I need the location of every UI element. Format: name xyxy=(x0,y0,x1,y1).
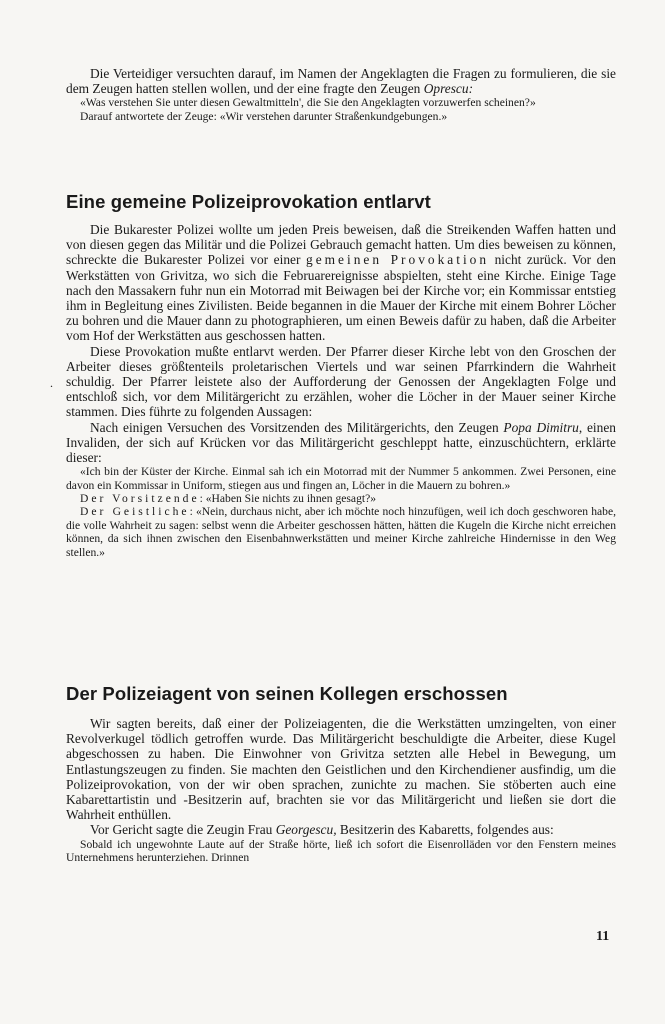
quote-paragraph xyxy=(66,505,616,559)
text-run: Die Verteidiger versuchten darauf, im Namen der Angeklagten die Fragen zu formulieren, die sie dem Zeugen hatten stellen wollen, und der eine fragte den Zeugen xyxy=(66,66,616,97)
text-run: nicht zurück. Vor den Werkstätten von Grivitza, wo sich die Februarereignisse abspielten, steht eine Kirche. Einige Tage nach den Massakern fuhr nun ein Motorrad mit Beiwagen bei der Kirche vor; ein Kommissar entstieg ihm in Begleitung eines Zivilisten. Beide begannen in die Mauer der Kirche mit einem Bohrer Löcher zu bohren und die Mauer dann zu photographieren, um einen Beweis dafür zu haben, daß die Arbeiter vom Hof der Werkstätten aus geschossen hatten. xyxy=(66,252,616,344)
body-paragraph xyxy=(66,222,616,344)
text-block-middle xyxy=(66,222,616,559)
text-run: , einen Invaliden, der sich auf Krücken vor das Militärgericht geschleppt hatte, einzuschüchtern, erklärte dieser: xyxy=(66,419,616,466)
spaced-emphasis: Der Vorsitzende xyxy=(80,492,200,506)
text-block-top xyxy=(66,66,616,123)
body-paragraph xyxy=(66,420,616,466)
text-block-bottom xyxy=(66,716,616,864)
text-run: Sobald ich ungewohnte Laute auf der Straße hörte, ließ ich sofort die Eisenrolläden vor den Fenstern meines Unternehmens herunterziehen. Drinnen xyxy=(66,837,616,865)
section-heading-polizeiprovokation: Eine gemeine Polizeiprovokation entlarvt xyxy=(66,191,431,212)
quote-paragraph xyxy=(66,838,616,865)
text-run: Diese Provokation mußte entlarvt werden. Der Pfarrer dieser Kirche lebt von den Groschen der Arbeiter dieses größtenteils proletarischen Viertels und war seinen Pfarrkindern die Wahrheit schuldig. Der Pfarrer leistete also der Aufforderung der Genossen der Angeklagten Folge und entschloß sich, vor dem Militärgericht zu erzählen, woher die Löcher in der Mauer seiner Kirche stammen. Dies führte zu folgenden Aussagen: xyxy=(66,343,616,420)
text-run: Darauf antwortete der Zeuge: «Wir verstehen darunter Straßenkundgebungen.» xyxy=(80,109,448,123)
text-run: «Ich bin der Küster der Kirche. Einmal sah ich ein Motorrad mit der Nummer 5 ankommen. Zwei Personen, eine davon ein Kommissar in Uniform, stiegen aus und fingen an, Löcher in die Mauern zu bohren.» xyxy=(66,465,616,492)
quote-paragraph xyxy=(66,492,616,505)
italic-name: Oprescu: xyxy=(423,81,474,97)
quote-paragraph xyxy=(66,110,616,123)
italic-name: Popa Dimitru xyxy=(503,419,579,435)
quote-paragraph xyxy=(66,465,616,492)
text-run: Vor Gericht sagte die Zeugin Frau xyxy=(90,822,276,838)
body-paragraph xyxy=(66,716,616,822)
margin-mark: . xyxy=(50,376,53,390)
paragraphs-middle xyxy=(66,222,616,559)
body-paragraph xyxy=(66,66,616,96)
spaced-emphasis: Der Geistliche xyxy=(80,505,190,519)
italic-name: Georgescu, xyxy=(275,822,337,838)
text-run: Nach einigen Versuchen des Vorsitzenden des Militärgerichts, den Zeugen xyxy=(90,419,504,435)
paragraphs-bottom xyxy=(66,716,616,864)
text-run: : «Haben Sie nichts zu ihnen gesagt?» xyxy=(199,492,377,506)
paragraphs-top xyxy=(66,66,616,123)
body-paragraph xyxy=(66,822,616,837)
quote-paragraph xyxy=(66,96,616,109)
text-run: Die Bukarester Polizei wollte um jeden Preis beweisen, daß die Streikenden Waffen hatten und von diesen gegen das Militär und die Polizei Gebrauch gemacht hatten. Um dies beweisen zu können, schreckte die Bukarester Polizei vor einer xyxy=(66,222,616,268)
text-run: «Was verstehen Sie unter diesen Gewaltmitteln', die Sie den Angeklagten vorzuwerfen scheinen?» xyxy=(80,96,536,110)
spaced-emphasis: gemeinen Provokation xyxy=(306,252,490,268)
text-run: : «Nein, durchaus nicht, aber ich möchte noch hinzufügen, weil ich doch geschworen habe, die volle Wahrheit zu sagen: selbst wenn die Arbeiter geschossen hätten, hätten die Kugeln die Kirche nicht erreichen können, da sich ihnen zwischen den Eisenbahnwerkstätten und meiner Kirche zahlreiche Hindernisse in den Weg stellen.» xyxy=(66,505,617,559)
body-paragraph xyxy=(66,344,616,420)
text-run: Wir sagten bereits, daß einer der Polizeiagenten, die die Werkstätten umzingelten, von einer Revolverkugel tödlich getroffen wurde. Das Militärgericht beschuldigte die Arbeiter, diese Kugel abgeschossen zu haben. Die Einwohner von Grivitza setzten alle Hebel in Bewegung, um Entlastungszeugen zu finden. Sie machten den Geistlichen und den Kirchendiener ausfindig, um die Polizeiprovokation, von der wir oben sprachen, zunichte zu machen. Sie stöberten auch eine Kabarettartistin und -Besitzerin auf, brachten sie vor das Militärgericht und ließen sie dort die Wahrheit enthüllen. xyxy=(66,716,616,823)
section-heading-polizeiagent: Der Polizeiagent von seinen Kollegen erschossen xyxy=(66,683,508,704)
page-number: 11 xyxy=(596,929,610,944)
text-run: Besitzerin des Kabaretts, folgendes aus: xyxy=(336,822,554,838)
